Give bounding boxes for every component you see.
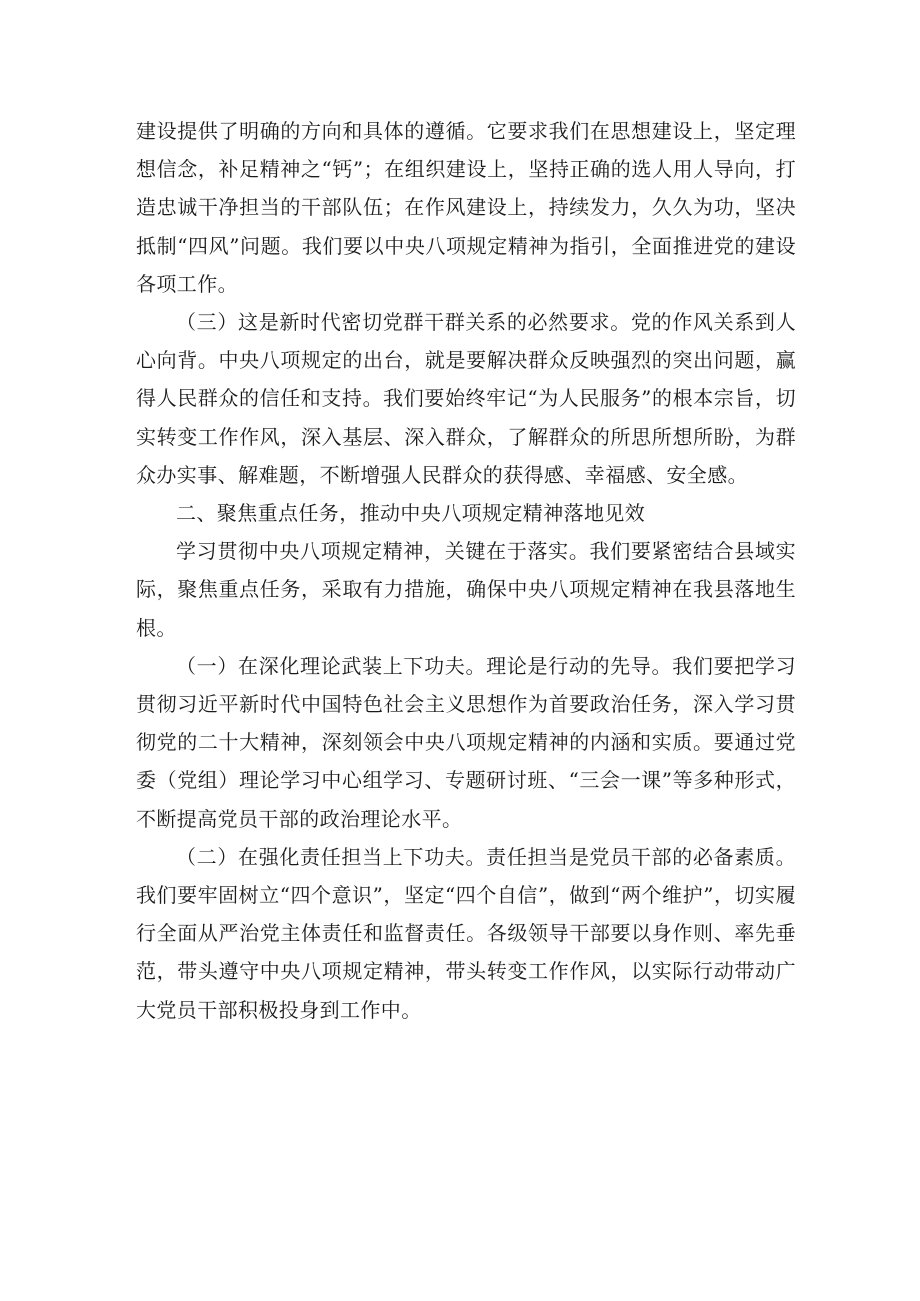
paragraph-item-1: （一）在深化理论武装上下功夫。理论是行动的先导。我们要把学习贯彻习近平新时代中国特色社会主义思想作为首要政治任务，深入学习贯彻党的二十大精神，深刻领会中央八项规定精神的内涵和实质。要通过党委（党组）理论学习中心组学习、专题研讨班、“三会一课”等多种形式，不断提高党员干部的政治理论水平。 (136, 653, 796, 831)
paragraph-item-2: （二）在强化责任担当上下功夫。责任担当是党员干部的必备素质。我们要牢固树立“四个意识”，坚定“四个自信”，做到“两个维护”，切实履行全面从严治党主体责任和监督责任。各级领导干部要以身作则、率先垂范，带头遵守中央八项规定精神，带头转变工作作风，以实际行动带动广大党员干部积极投身到工作中。 (136, 844, 796, 1022)
paragraph-intro-2: 学习贯彻中央八项规定精神，关键在于落实。我们要紧密结合县域实际，聚焦重点任务，采取有力措施，确保中央八项规定精神在我县落地生根。 (136, 539, 796, 640)
document-body (136, 112, 796, 1029)
section-heading-2: 二、聚焦重点任务，推动中央八项规定精神落地见效 (176, 501, 646, 526)
paragraph-section-3: （三）这是新时代密切党群干群关系的必然要求。党的作风关系到人心向背。中央八项规定的出台，就是要解决群众反映强烈的突出问题，赢得人民群众的信任和支持。我们要始终牢记“为人民服务”的根本宗旨，切实转变工作作风，深入基层、深入群众，了解群众的所思所想所盼，为群众办实事、解难题，不断增强人民群众的获得感、幸福感、安全感。 (136, 310, 796, 487)
paragraph-continuation: 建设提供了明确的方向和具体的遵循。它要求我们在思想建设上，坚定理想信念，补足精神之“钙”；在组织建设上，坚持正确的选人用人导向，打造忠诚干净担当的干部队伍；在作风建设上，持续发力，久久为功，坚决抵制“四风”问题。我们要以中央八项规定精神为指引，全面推进党的建设各项工作。 (136, 119, 796, 296)
